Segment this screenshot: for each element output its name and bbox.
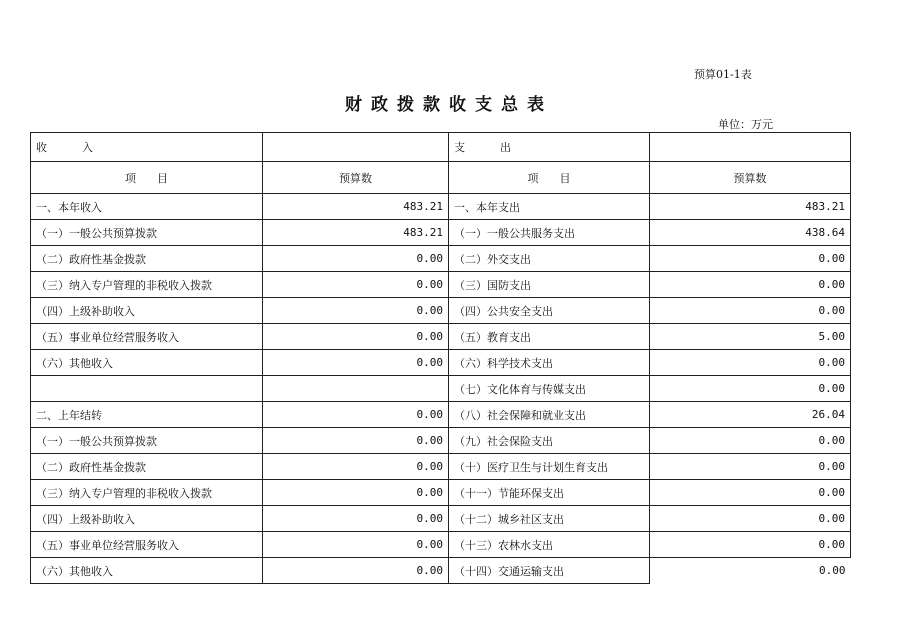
income-amount-cell: 0.00 <box>263 454 449 480</box>
income-amount-cell: 0.00 <box>263 350 449 376</box>
income-item-cell: （六）其他收入 <box>31 350 263 376</box>
income-amount-cell: 0.00 <box>263 272 449 298</box>
table-row <box>31 376 851 402</box>
expense-amount-cell: 0.00 <box>650 506 851 532</box>
income-item-cell: （四）上级补助收入 <box>31 298 263 324</box>
expense-amount-cell: 483.21 <box>650 194 851 220</box>
section-header-row <box>31 133 851 162</box>
expense-item-cell: （三）国防支出 <box>449 272 650 298</box>
income-item-cell: （五）事业单位经营服务收入 <box>31 324 263 350</box>
expense-amount-cell: 0.00 <box>650 532 851 558</box>
table-row <box>31 194 851 220</box>
expense-amount-cell: 26.04 <box>650 402 851 428</box>
income-item-cell: （二）政府性基金拨款 <box>31 454 263 480</box>
income-item-cell: （四）上级补助收入 <box>31 506 263 532</box>
table-row <box>31 428 851 454</box>
expense-item-header: 项 目 <box>449 162 650 194</box>
expense-amount-cell: 0.00 <box>650 272 851 298</box>
income-amount-cell: 0.00 <box>263 480 449 506</box>
expense-amount-cell: 0.00 <box>650 376 851 402</box>
expense-item-cell: （七）文化体育与传媒支出 <box>449 376 650 402</box>
expense-item-cell: （九）社会保险支出 <box>449 428 650 454</box>
table-row <box>31 402 851 428</box>
expense-item-cell: （十一）节能环保支出 <box>449 480 650 506</box>
expense-amount-cell: 0.00 <box>650 558 851 584</box>
expense-item-cell: （六）科学技术支出 <box>449 350 650 376</box>
income-item-header: 项 目 <box>31 162 263 194</box>
budget-table <box>30 132 851 584</box>
table-row <box>31 272 851 298</box>
income-item-cell: （一）一般公共预算拨款 <box>31 220 263 246</box>
expense-amount-cell: 438.64 <box>650 220 851 246</box>
expense-item-cell: （一）一般公共服务支出 <box>449 220 650 246</box>
income-item-cell: （二）政府性基金拨款 <box>31 246 263 272</box>
expense-amount-cell: 0.00 <box>650 428 851 454</box>
page-title: 财政拨款收支总表 <box>345 95 553 115</box>
income-amount-cell <box>263 376 449 402</box>
expense-section-blank <box>650 133 851 162</box>
expense-amount-cell: 0.00 <box>650 298 851 324</box>
income-item-cell: 二、上年结转 <box>31 402 263 428</box>
income-amount-cell: 0.00 <box>263 506 449 532</box>
expense-amount-cell: 0.00 <box>650 246 851 272</box>
income-item-cell: （六）其他收入 <box>31 558 263 584</box>
expense-amount-cell: 5.00 <box>650 324 851 350</box>
expense-section-header: 支 出 <box>449 133 650 162</box>
income-section-header: 收 入 <box>31 133 263 162</box>
income-amount-cell: 0.00 <box>263 558 449 584</box>
unit-label: 单位：万元 <box>718 118 773 131</box>
table-body <box>31 133 851 584</box>
income-amount-cell: 483.21 <box>263 194 449 220</box>
income-item-cell: 一、本年收入 <box>31 194 263 220</box>
income-amount-cell: 0.00 <box>263 246 449 272</box>
income-item-cell: （三）纳入专户管理的非税收入拨款 <box>31 272 263 298</box>
income-item-cell: （五）事业单位经营服务收入 <box>31 532 263 558</box>
column-header-row <box>31 162 851 194</box>
income-item-cell <box>31 376 263 402</box>
income-amount-cell: 0.00 <box>263 532 449 558</box>
form-number: 预算01-1表 <box>694 68 752 81</box>
expense-item-cell: （二）外交支出 <box>449 246 650 272</box>
expense-item-cell: 一、本年支出 <box>449 194 650 220</box>
income-amount-header: 预算数 <box>263 162 449 194</box>
table-row <box>31 480 851 506</box>
expense-item-cell: （五）教育支出 <box>449 324 650 350</box>
income-amount-cell: 0.00 <box>263 324 449 350</box>
income-item-cell: （三）纳入专户管理的非税收入拨款 <box>31 480 263 506</box>
income-item-cell: （一）一般公共预算拨款 <box>31 428 263 454</box>
income-amount-cell: 0.00 <box>263 428 449 454</box>
expense-item-cell: （十四）交通运输支出 <box>449 558 650 584</box>
table-row <box>31 558 851 584</box>
income-amount-cell: 0.00 <box>263 298 449 324</box>
table-row <box>31 350 851 376</box>
table-row <box>31 298 851 324</box>
table-row <box>31 220 851 246</box>
table-row <box>31 454 851 480</box>
expense-amount-header: 预算数 <box>650 162 851 194</box>
income-amount-cell: 0.00 <box>263 402 449 428</box>
expense-amount-cell: 0.00 <box>650 454 851 480</box>
income-amount-cell: 483.21 <box>263 220 449 246</box>
expense-item-cell: （十三）农林水支出 <box>449 532 650 558</box>
table-row <box>31 246 851 272</box>
table-row <box>31 324 851 350</box>
expense-amount-cell: 0.00 <box>650 480 851 506</box>
income-section-blank <box>263 133 449 162</box>
expense-amount-cell: 0.00 <box>650 350 851 376</box>
expense-item-cell: （四）公共安全支出 <box>449 298 650 324</box>
expense-item-cell: （八）社会保障和就业支出 <box>449 402 650 428</box>
expense-item-cell: （十）医疗卫生与计划生育支出 <box>449 454 650 480</box>
table-row <box>31 532 851 558</box>
expense-item-cell: （十二）城乡社区支出 <box>449 506 650 532</box>
table-row <box>31 506 851 532</box>
